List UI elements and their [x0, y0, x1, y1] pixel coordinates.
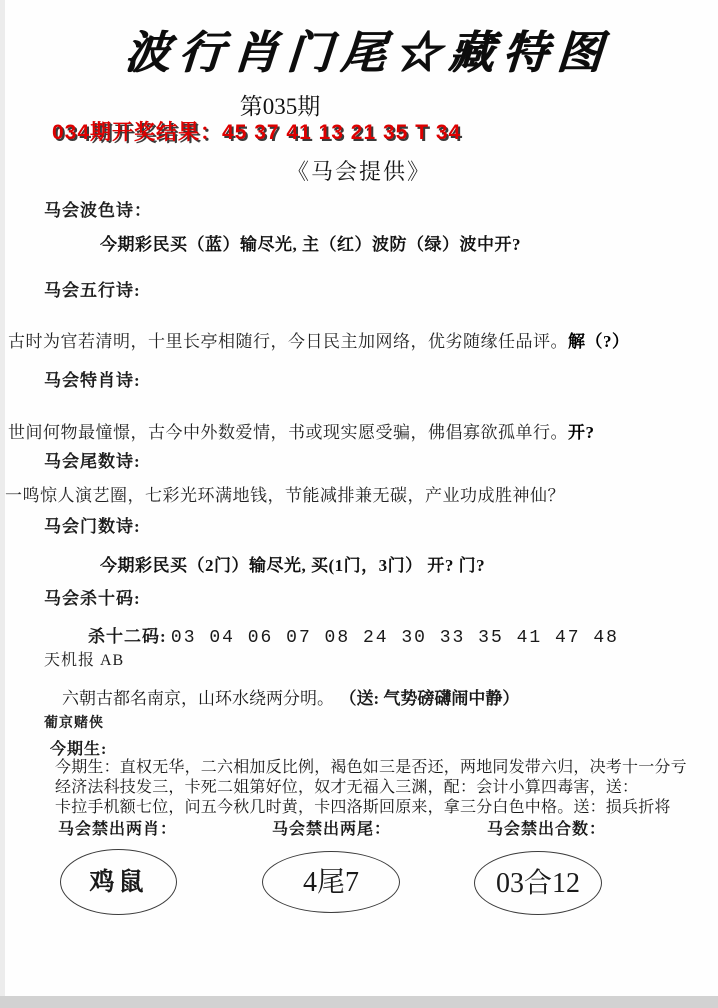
bottom-edge-strip — [0, 996, 718, 1008]
heading-special-zodiac-poem: 马会特肖诗: — [44, 371, 141, 390]
kill-codes-label: 杀十二码: — [88, 627, 167, 646]
forbidden-tails-oval — [262, 851, 400, 913]
five-elements-poem-line — [8, 327, 630, 352]
gate-number-poem-line: 今期彩民买（2门）输尽光, 买(1门，3门） 开? 门? — [100, 556, 486, 575]
heading-kill-ten-codes: 马会杀十码: — [44, 589, 141, 608]
heading-pujing-gambler: 葡京赌侠 — [44, 716, 104, 731]
sheet-title: 波行肖门尾☆藏特图 — [122, 28, 613, 78]
forbidden-sums-value: 03合12 — [495, 868, 580, 899]
issue-number: 第035期 — [239, 94, 321, 119]
pujing-line-2: 经济法科技发三，卡死二姐第好位，奴才无福入三渊，配：会计小算四毒害，送： — [55, 779, 639, 796]
poem-text: 世间何物最憧憬，古今中外数爱情，书或现实愿受骗，佛倡寡欲孤单行。 — [8, 423, 568, 442]
poem-text: 一鸣惊人演艺圈，七彩光环满地钱，节能减排兼无碳，产业功成胜神仙？ — [5, 486, 565, 505]
tianji-text: 六朝古都名南京，山环水绕两分明。 — [62, 689, 334, 708]
heading-current-issue: 今期生: — [50, 741, 108, 758]
tianji-line — [62, 684, 519, 709]
heading-forbidden-sums: 马会禁出合数： — [487, 821, 607, 838]
heading-five-elements-poem: 马会五行诗: — [44, 281, 141, 300]
heading-wave-color-poem: 马会波色诗： — [44, 201, 152, 220]
poem-answer: 解（?） — [568, 332, 630, 351]
kill-codes-numbers: 03 04 06 07 08 24 30 33 35 41 47 48 — [170, 628, 619, 648]
forbidden-zodiacs-value: 鸡鼠 — [89, 869, 148, 896]
heading-tail-number-poem: 马会尾数诗: — [44, 452, 141, 471]
pujing-line-1: 今期生：直权无华，二六相加反比例，褐色如三是否还，两地同发带六归，决考十一分亏 — [55, 759, 687, 776]
wave-color-poem-line: 今期彩民买（蓝）输尽光, 主（红）波防（绿）波中开? — [100, 235, 521, 254]
tail-number-poem-line — [5, 481, 565, 506]
provider-label: 《马会提供》 — [286, 159, 431, 184]
previous-draw-result: 034期开奖结果：45 37 41 13 21 35 T 34 — [52, 121, 462, 144]
heading-gate-number-poem: 马会门数诗: — [44, 517, 141, 536]
special-zodiac-poem-line — [8, 418, 595, 443]
forbidden-zodiacs-oval — [60, 849, 177, 915]
poem-answer: 开? — [568, 423, 595, 442]
forbidden-sums-oval — [474, 851, 602, 915]
heading-forbidden-zodiacs: 马会禁出两肖： — [58, 821, 178, 838]
forbidden-tails-value: 4尾7 — [302, 867, 359, 898]
tianji-gift: （送: 气势磅礴闹中静） — [348, 689, 520, 708]
poem-text: 古时为官若清明，十里长亭相随行，今日民主加网络，优劣随缘任品评。 — [8, 332, 568, 351]
pujing-line-3: 卡拉手机额七位，问五今秋几时黄，卡四洛斯回原来，拿三分白色中格。送：损兵折将 — [55, 799, 671, 816]
heading-tianji-report: 天机报 AB — [44, 652, 125, 669]
heading-forbidden-tails: 马会禁出两尾： — [272, 821, 392, 838]
kill-twelve-codes-line — [88, 622, 619, 648]
